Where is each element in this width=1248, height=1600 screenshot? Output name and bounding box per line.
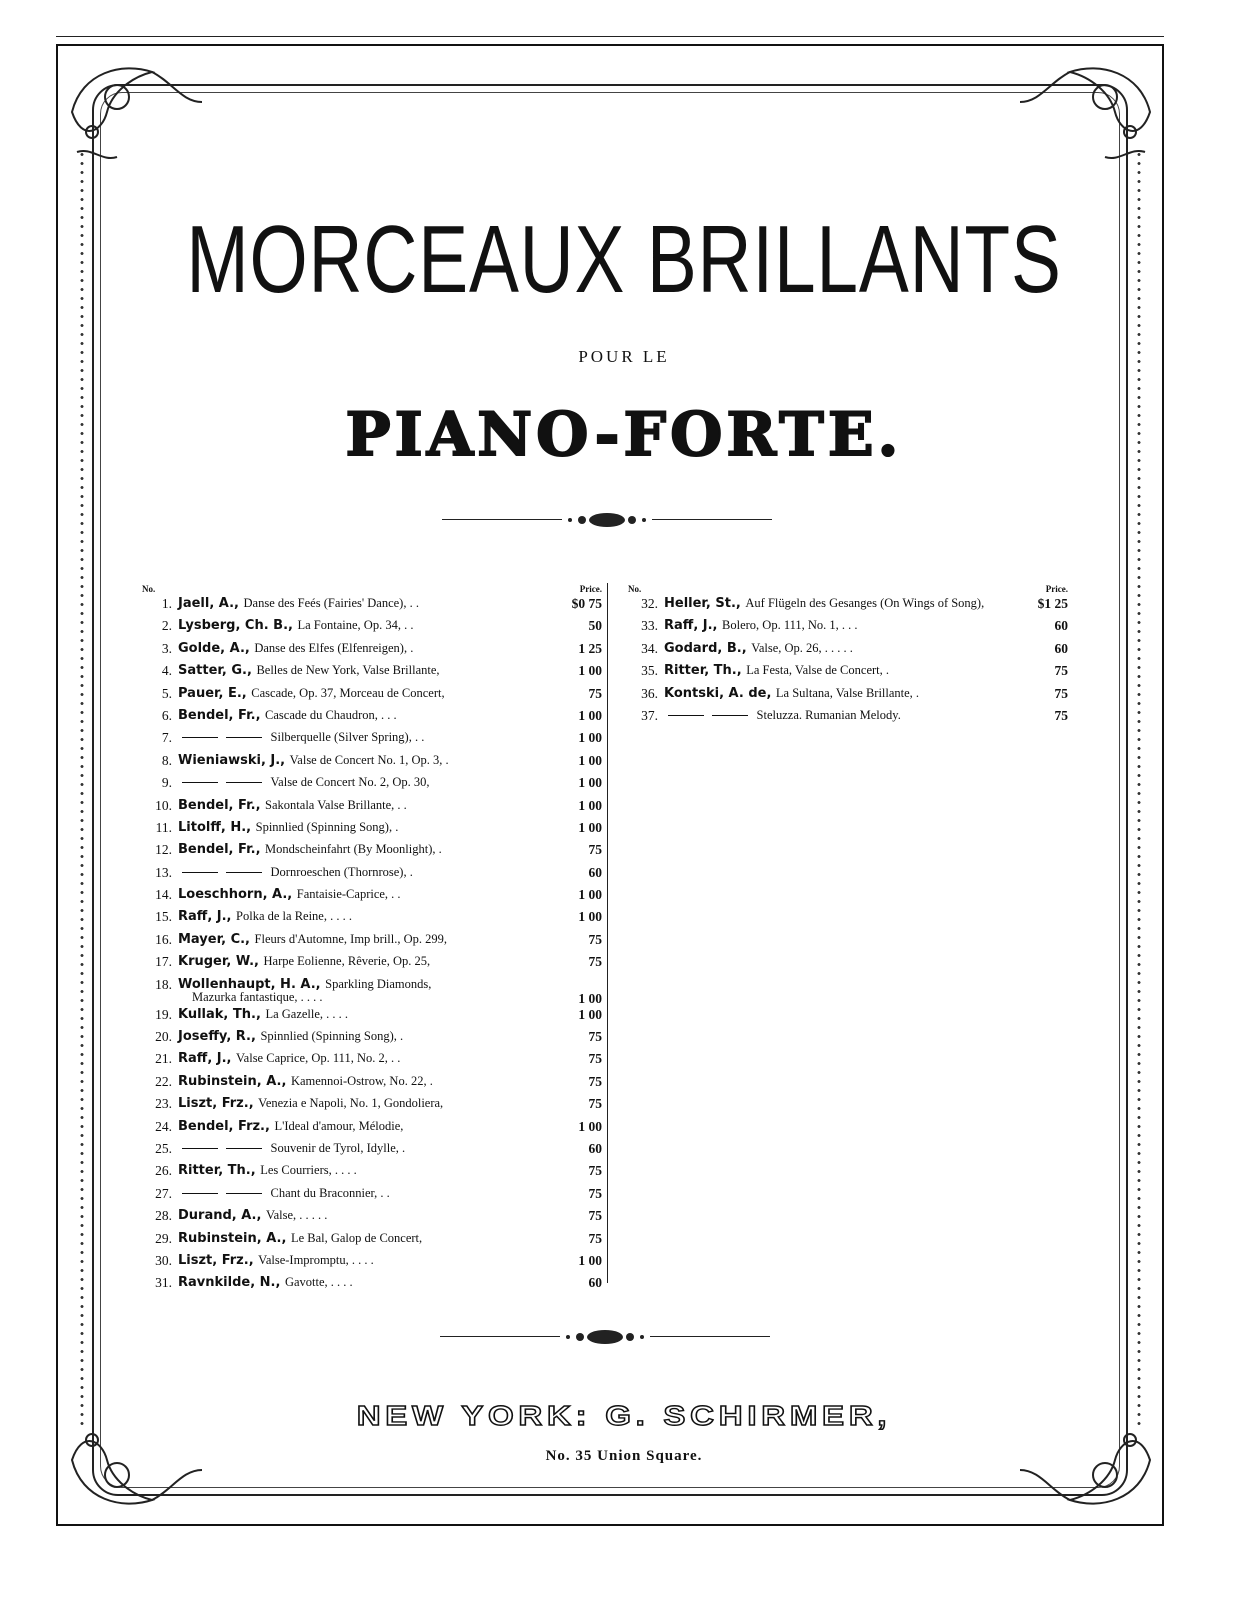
work-title: Valse-Impromptu, . . . . <box>258 1252 374 1267</box>
item-number: 24. <box>155 1118 172 1134</box>
ditto-dash <box>182 782 218 783</box>
item-price: 75 <box>588 1073 602 1089</box>
item-number: 27. <box>155 1185 172 1201</box>
item-number: 15. <box>155 909 172 925</box>
instrument-title: PIANO-FORTE. <box>345 400 903 470</box>
item-number: 26. <box>155 1163 172 1179</box>
composer-name: Heller, St., <box>664 596 741 611</box>
work-title: Fantaisie-Caprice, . . <box>296 887 401 902</box>
item-entry <box>664 708 901 723</box>
right-border-pattern <box>1133 150 1145 1430</box>
list-item <box>142 641 602 663</box>
item-price: 1 00 <box>578 1006 602 1022</box>
work-title: Chant du Braconnier, . . <box>270 1185 390 1200</box>
work-title: La Festa, Valse de Concert, . <box>746 663 890 678</box>
item-price: 75 <box>588 1096 602 1112</box>
list-item <box>142 1253 602 1275</box>
item-number: 14. <box>155 887 172 903</box>
item-price: 75 <box>588 1185 602 1201</box>
composer-name: Raff, J., <box>178 1051 232 1067</box>
item-entry <box>178 618 413 633</box>
work-title: Auf Flügeln des Gesanges (On Wings of Song), <box>745 596 985 610</box>
list-item <box>142 775 602 797</box>
item-price: 1 00 <box>578 909 602 925</box>
list-item <box>628 641 1068 663</box>
list-item <box>142 1186 602 1208</box>
item-number: 32. <box>641 596 658 611</box>
list-item <box>142 708 602 730</box>
item-price: 1 00 <box>578 730 602 746</box>
item-entry <box>178 932 447 947</box>
list-item <box>628 618 1068 640</box>
list-item <box>142 842 602 864</box>
item-entry <box>178 909 352 924</box>
list-item <box>628 686 1068 708</box>
item-number: 22. <box>155 1073 172 1089</box>
work-title: La Sultana, Valse Brillante, . <box>775 685 920 700</box>
item-price: 75 <box>588 954 602 970</box>
item-price: 1 00 <box>578 819 602 835</box>
work-title: Sakontala Valse Brillante, . . <box>265 797 407 812</box>
publisher-address: No. 35 Union Square. <box>545 1448 703 1464</box>
work-title: Cascade, Op. 37, Morceau de Concert, <box>251 685 445 700</box>
list-item <box>142 1231 602 1253</box>
composer-name: Mayer, C., <box>178 931 250 947</box>
item-entry <box>178 753 449 768</box>
catalog-right-column <box>628 582 1068 730</box>
list-item <box>142 820 602 842</box>
item-price: 75 <box>588 1208 602 1224</box>
work-title: Souvenir de Tyrol, Idylle, . <box>270 1140 406 1155</box>
item-price: 60 <box>1054 640 1068 656</box>
list-item <box>628 708 1068 730</box>
item-number: 4. <box>161 663 172 679</box>
ditto-dash <box>226 1148 262 1149</box>
item-number: 7. <box>161 730 172 746</box>
work-title: Valse, . . . . . <box>265 1208 328 1223</box>
list-item <box>142 887 602 909</box>
item-number: 9. <box>161 775 172 791</box>
composer-name: Kullak, Th., <box>178 1006 261 1022</box>
list-item <box>142 798 602 820</box>
work-title: Sparkling Diamonds, <box>325 976 432 991</box>
list-item <box>142 932 602 954</box>
publisher: NEW YORK: G. SCHIRMER, <box>356 1400 892 1431</box>
item-price: $0 75 <box>571 596 602 611</box>
list-item <box>142 1051 602 1073</box>
work-title: Valse, Op. 26, . . . . . <box>751 640 853 655</box>
list-item <box>628 596 1068 618</box>
flourish-icon <box>560 1327 650 1347</box>
composer-name: Raff, J., <box>178 909 232 925</box>
item-price: $1 25 <box>1037 596 1068 611</box>
work-title: La Gazelle, . . . . <box>265 1006 349 1021</box>
corner-flourish-icon <box>62 52 212 172</box>
item-price: 1 00 <box>578 707 602 723</box>
composer-name: Bendel, Fr., <box>178 797 261 813</box>
list-item <box>142 1163 602 1185</box>
composer-name: Pauer, E., <box>178 685 247 701</box>
ditto-dash <box>182 1148 218 1149</box>
page-title: MORCEAUX BRILLANTS <box>186 206 1062 313</box>
item-entry <box>178 954 430 969</box>
composer-name: Rubinstein, A., <box>178 1073 287 1089</box>
item-entry <box>178 1141 405 1156</box>
item-number: 16. <box>155 931 172 947</box>
item-entry <box>664 618 858 633</box>
composer-name: Rubinstein, A., <box>178 1230 287 1246</box>
item-number: 3. <box>161 640 172 656</box>
item-price: 75 <box>588 1230 602 1246</box>
item-entry <box>178 1163 357 1178</box>
list-item <box>142 909 602 931</box>
composer-name: Godard, B., <box>664 640 747 656</box>
item-price: 1 00 <box>578 887 602 903</box>
item-entry <box>178 1051 400 1066</box>
item-price: 1 00 <box>578 752 602 768</box>
item-entry <box>664 663 889 678</box>
composer-name: Jaell, A., <box>178 596 239 611</box>
item-price: 1 00 <box>578 775 602 791</box>
composer-name: Liszt, Frz., <box>178 1096 254 1112</box>
item-price: 50 <box>588 618 602 634</box>
list-item <box>142 730 602 752</box>
item-number: 37. <box>641 707 658 723</box>
item-price: 75 <box>1054 685 1068 701</box>
item-entry <box>178 730 424 745</box>
work-title: Les Courriers, . . . . <box>260 1163 357 1178</box>
composer-name: Bendel, Fr., <box>178 707 261 723</box>
composer-name: Liszt, Frz., <box>178 1252 254 1268</box>
item-number: 31. <box>155 1275 172 1291</box>
catalog-left-column <box>142 582 602 1298</box>
item-number: 8. <box>161 752 172 768</box>
work-title: L'Ideal d'amour, Mélodie, <box>274 1118 404 1133</box>
list-item <box>142 954 602 976</box>
ditto-dash <box>668 715 704 716</box>
item-entry <box>178 1074 433 1089</box>
ditto-dash <box>182 872 218 873</box>
work-title: Polka de la Reine, . . . . <box>236 909 352 924</box>
list-item <box>142 663 602 685</box>
corner-flourish-icon <box>1010 52 1160 172</box>
composer-name: Kontski, A. de, <box>664 685 772 701</box>
item-price: 60 <box>1054 618 1068 634</box>
column-divider <box>607 583 608 1283</box>
item-price: 75 <box>588 1029 602 1045</box>
item-price: 75 <box>588 1163 602 1179</box>
work-title: Mondscheinfahrt (By Moonlight), . <box>265 842 442 857</box>
item-number: 33. <box>641 618 658 634</box>
item-price: 1 25 <box>578 640 602 656</box>
item-number: 17. <box>155 954 172 970</box>
list-item <box>142 1096 602 1118</box>
item-entry <box>664 596 984 611</box>
item-number: 11. <box>155 819 172 835</box>
composer-name: Loeschhorn, A., <box>178 887 293 903</box>
item-entry <box>664 641 853 656</box>
composer-name: Ritter, Th., <box>664 663 742 679</box>
item-price: 60 <box>588 1140 602 1156</box>
item-price: 60 <box>588 1275 602 1291</box>
list-item <box>142 618 602 640</box>
list-item <box>142 1275 602 1297</box>
item-price: 75 <box>588 1051 602 1067</box>
work-title: Valse Caprice, Op. 111, No. 2, . . <box>236 1051 401 1066</box>
flourish-icon <box>562 510 652 530</box>
work-title: Harpe Eolienne, Rêverie, Op. 25, <box>263 954 431 969</box>
item-entry <box>178 798 407 813</box>
composer-name: Satter, G., <box>178 663 252 679</box>
item-number: 19. <box>155 1006 172 1022</box>
composer-name: Litolff, H., <box>178 819 252 835</box>
ditto-dash <box>226 782 262 783</box>
item-price: 1 00 <box>578 663 602 679</box>
composer-name: Bendel, Frz., <box>178 1118 270 1134</box>
item-price: 1 00 <box>578 1252 602 1268</box>
list-item <box>142 1208 602 1230</box>
composer-name: Bendel, Fr., <box>178 842 261 858</box>
ornament-divider-bottom <box>440 1327 770 1347</box>
composer-name: Wollenhaupt, H. A., <box>178 976 321 992</box>
composer-name: Kruger, W., <box>178 954 259 970</box>
work-title: La Fontaine, Op. 34, . . <box>297 618 414 633</box>
item-number: 36. <box>641 685 658 701</box>
item-price: 1 00 <box>578 797 602 813</box>
item-entry <box>178 708 397 723</box>
item-entry <box>178 686 445 701</box>
item-number: 25. <box>155 1140 172 1156</box>
composer-name: Lysberg, Ch. B., <box>178 618 293 634</box>
item-number: 29. <box>155 1230 172 1246</box>
item-entry <box>178 663 440 678</box>
work-title: Valse de Concert No. 1, Op. 3, . <box>289 752 449 767</box>
composer-name: Durand, A., <box>178 1208 262 1224</box>
work-title: Valse de Concert No. 2, Op. 30, <box>270 775 430 790</box>
work-title: Spinnlied (Spinning Song), . <box>260 1029 404 1044</box>
ornament-divider-top <box>442 510 772 530</box>
column-header: No. Price. <box>142 584 602 594</box>
composer-name: Ritter, Th., <box>178 1163 256 1179</box>
work-title: Kamennoi-Ostrow, No. 22, . <box>290 1073 433 1088</box>
item-number: 23. <box>155 1096 172 1112</box>
work-title: Dornroeschen (Thornrose), . <box>270 864 413 879</box>
item-entry <box>178 1275 353 1290</box>
item-price: 75 <box>1054 663 1068 679</box>
item-entry <box>178 842 442 857</box>
subtitle: POUR LE <box>578 347 670 366</box>
composer-name: Wieniawski, J., <box>178 752 286 768</box>
item-entry <box>178 596 419 611</box>
item-number: 28. <box>155 1208 172 1224</box>
composer-name: Golde, A., <box>178 640 250 656</box>
item-price: 1 00 <box>578 990 602 1006</box>
list-item <box>142 865 602 887</box>
item-number: 10. <box>155 797 172 813</box>
work-title: Danse des Elfes (Elfenreigen), . <box>254 640 414 655</box>
item-price: 75 <box>1054 707 1068 723</box>
item-number: 20. <box>155 1029 172 1045</box>
work-title: Silberquelle (Silver Spring), . . <box>270 730 425 745</box>
list-item <box>142 753 602 775</box>
item-entry <box>178 1119 403 1134</box>
top-rule <box>56 36 1164 37</box>
ditto-dash <box>712 715 748 716</box>
list-item <box>142 1074 602 1096</box>
item-number: 1. <box>161 596 172 611</box>
list-item <box>142 977 602 1007</box>
item-entry <box>178 1007 348 1022</box>
item-number: 12. <box>155 842 172 858</box>
item-entry <box>178 1096 443 1111</box>
item-number: 34. <box>641 640 658 656</box>
work-title: Fleurs d'Automne, Imp brill., Op. 299, <box>254 931 448 946</box>
item-entry <box>178 820 398 835</box>
list-item <box>142 596 602 618</box>
item-number: 13. <box>155 864 172 880</box>
list-item <box>628 663 1068 685</box>
work-title: Le Bal, Galop de Concert, <box>290 1230 423 1245</box>
list-item <box>142 1141 602 1163</box>
item-price: 75 <box>588 842 602 858</box>
item-entry <box>178 775 430 790</box>
item-entry <box>178 1029 403 1044</box>
item-entry <box>178 865 413 880</box>
work-title: Belles de New York, Valse Brillante, <box>256 663 440 678</box>
list-item <box>142 1007 602 1029</box>
item-number: 30. <box>155 1252 172 1268</box>
item-number: 35. <box>641 663 658 679</box>
work-title: Danse des Feés (Fairies' Dance), . . <box>243 596 419 610</box>
work-title: Steluzza. Rumanian Melody. <box>756 707 901 722</box>
item-price: 75 <box>588 685 602 701</box>
work-title: Cascade du Chaudron, . . . <box>265 707 397 722</box>
ditto-dash <box>226 1193 262 1194</box>
item-price: 60 <box>588 864 602 880</box>
item-number: 21. <box>155 1051 172 1067</box>
ditto-dash <box>226 872 262 873</box>
item-price: 75 <box>588 931 602 947</box>
work-title: Venezia e Napoli, No. 1, Gondoliera, <box>258 1096 444 1111</box>
list-item <box>142 1029 602 1051</box>
item-price: 1 00 <box>578 1118 602 1134</box>
item-entry <box>178 1253 374 1268</box>
left-border-pattern <box>76 150 88 1430</box>
work-title: Bolero, Op. 111, No. 1, . . . <box>722 618 858 633</box>
ditto-dash <box>226 737 262 738</box>
item-number: 5. <box>161 685 172 701</box>
item-entry <box>178 1208 327 1223</box>
item-entry <box>664 686 919 701</box>
work-subtitle: Mazurka fantastique, . . . . <box>192 989 323 1004</box>
composer-name: Joseffy, R., <box>178 1029 256 1045</box>
list-item <box>142 1119 602 1141</box>
ditto-dash <box>182 1193 218 1194</box>
work-title: Spinnlied (Spinning Song), . <box>255 819 399 834</box>
item-entry <box>178 887 401 902</box>
item-entry <box>178 1186 390 1201</box>
composer-name: Raff, J., <box>664 618 718 634</box>
item-number: 2. <box>161 618 172 634</box>
item-entry <box>178 1231 422 1246</box>
work-title: Gavotte, . . . . <box>284 1275 353 1290</box>
list-item <box>142 686 602 708</box>
ditto-dash <box>182 737 218 738</box>
composer-name: Ravnkilde, N., <box>178 1275 281 1291</box>
item-number: 18. <box>155 976 172 992</box>
item-entry <box>178 641 413 656</box>
item-number: 6. <box>161 707 172 723</box>
column-header: No. Price. <box>628 584 1068 594</box>
